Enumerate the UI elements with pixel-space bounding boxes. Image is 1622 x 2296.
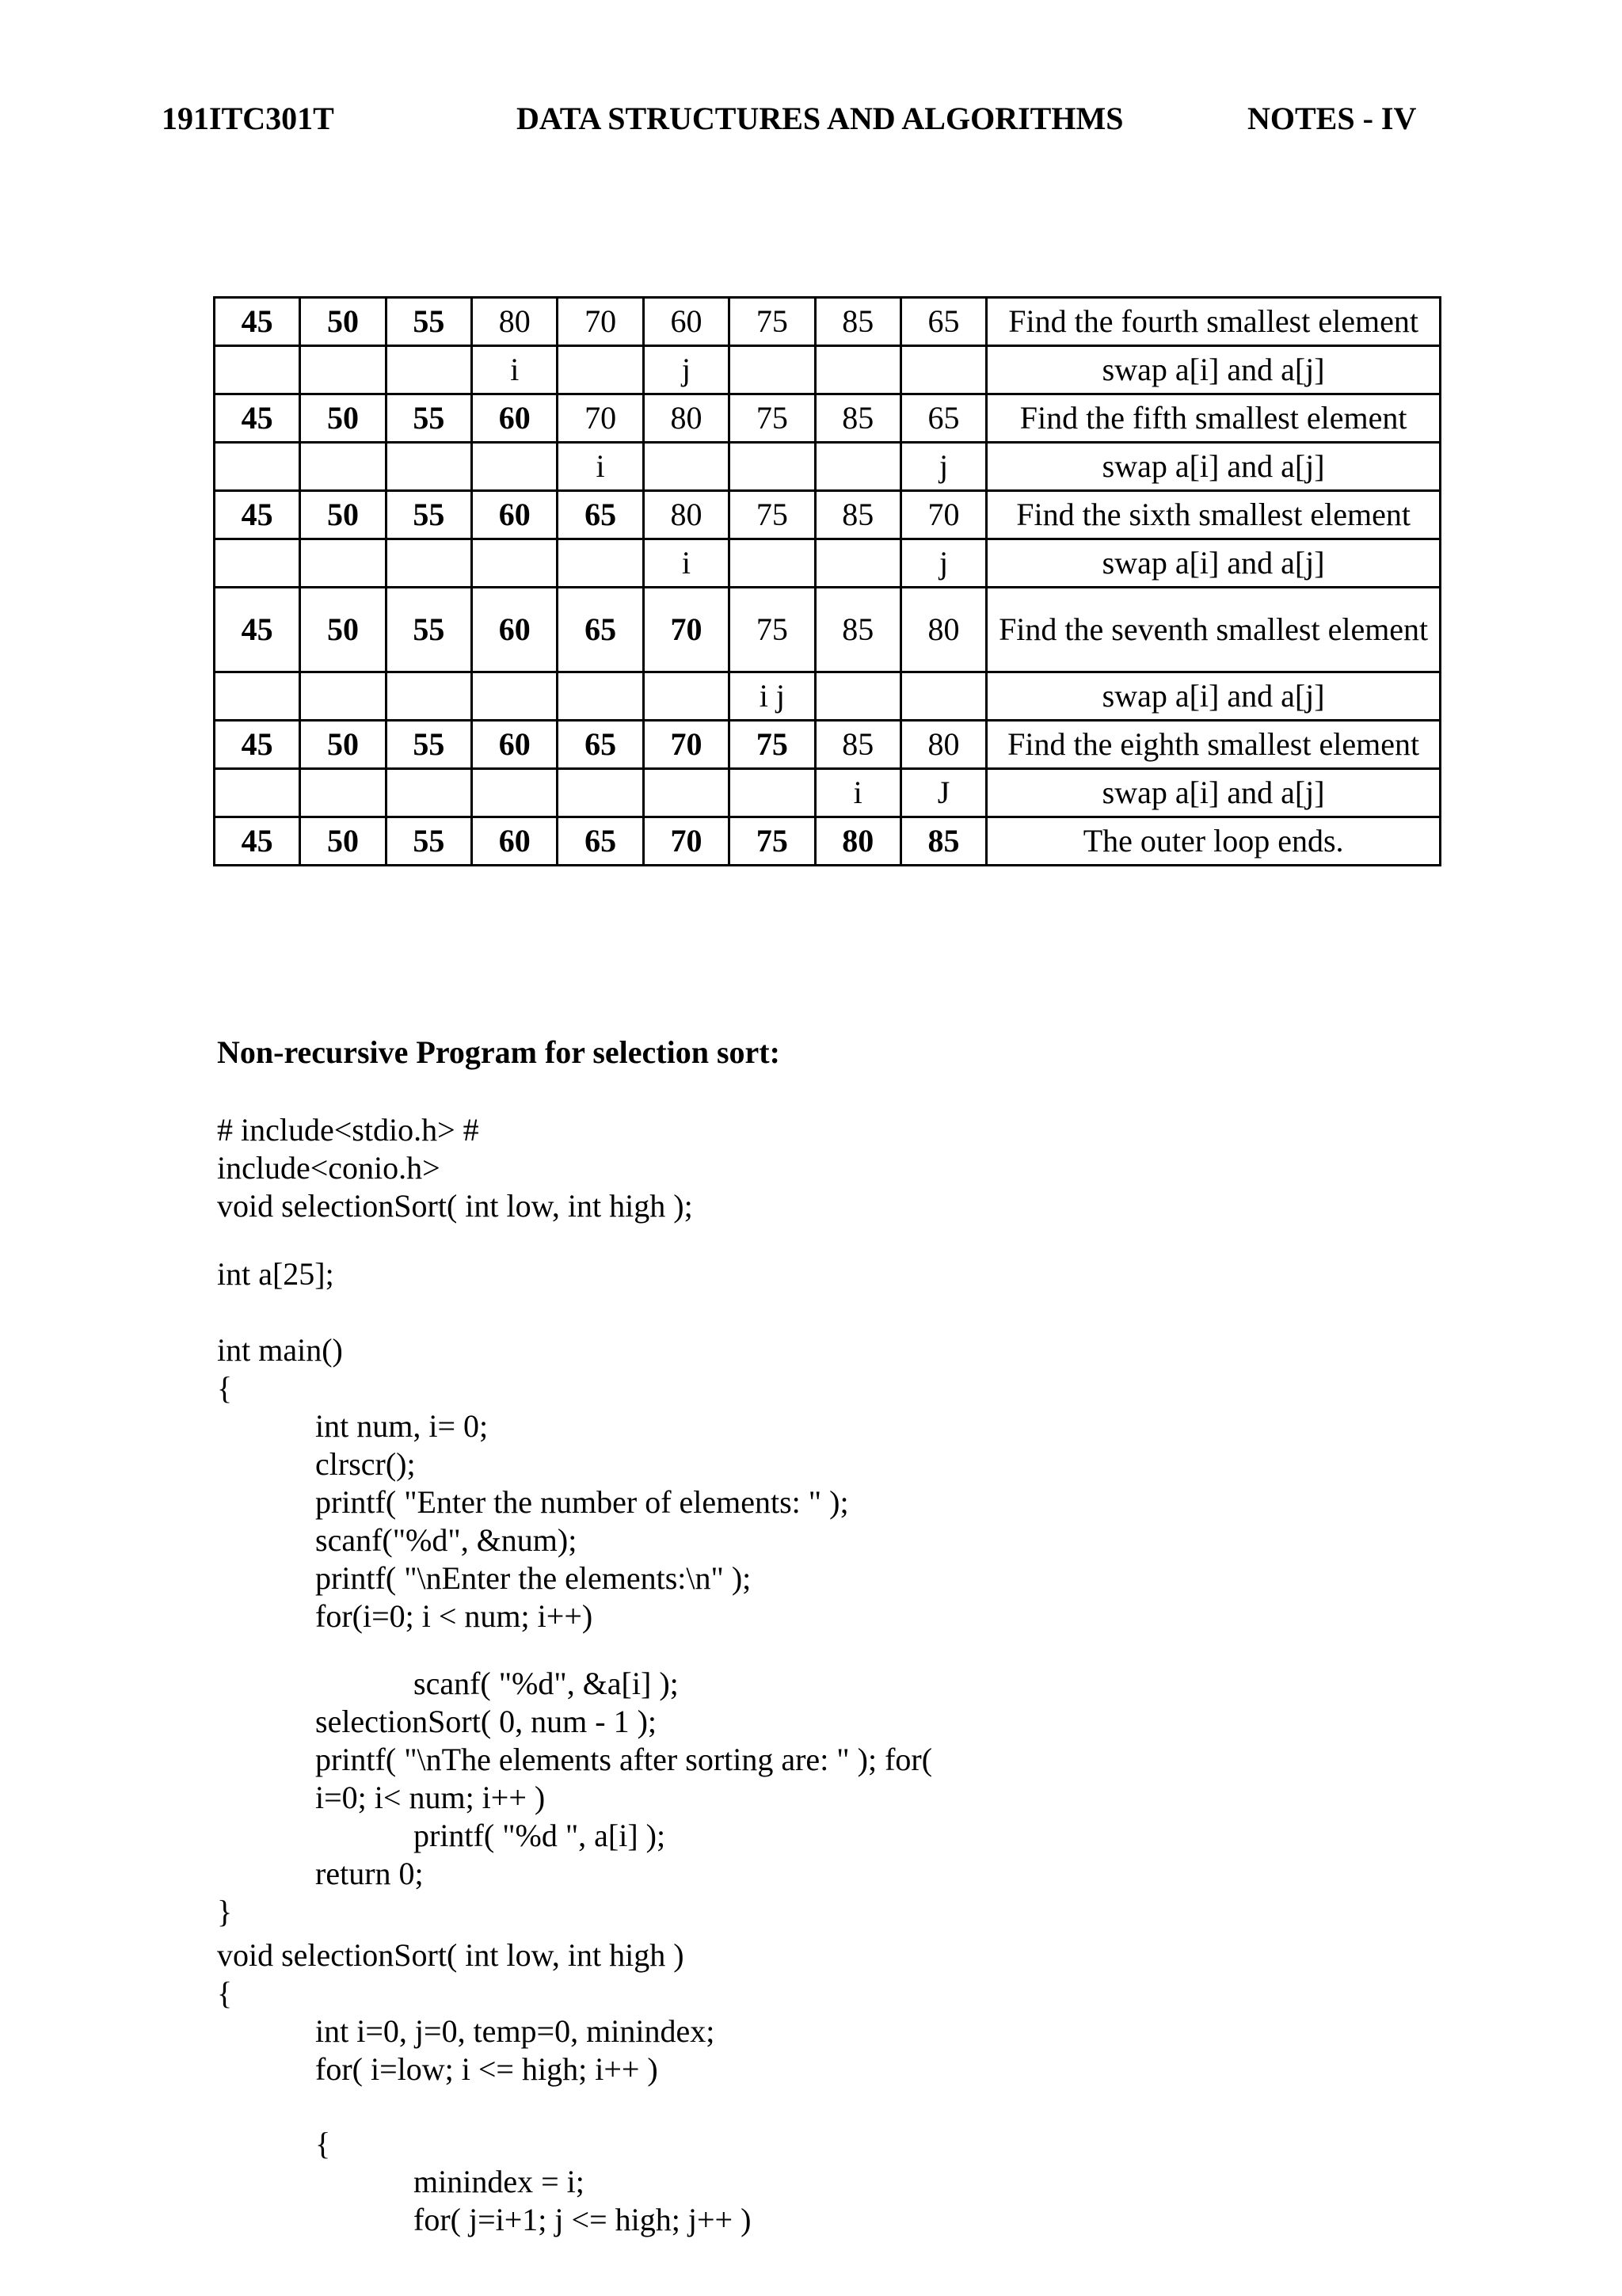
- table-cell: [729, 769, 815, 817]
- table-cell: 80: [472, 298, 558, 346]
- code-block: [217, 1665, 932, 1931]
- code-line: void selectionSort( int low, int high ): [217, 1937, 684, 1973]
- table-cell: [815, 346, 900, 394]
- code-line: # include<stdio.h> #: [217, 1112, 479, 1148]
- table-cell: 70: [643, 588, 729, 672]
- table-cell: 80: [900, 588, 986, 672]
- table-cell: 75: [729, 721, 815, 769]
- code-line: int i=0, j=0, temp=0, minindex;: [315, 2013, 715, 2049]
- code-line: int num, i= 0;: [315, 1408, 489, 1444]
- code-line: int main(): [217, 1332, 343, 1368]
- table-cell: 45: [215, 394, 300, 443]
- code-block: [217, 1936, 714, 2088]
- code-line: for( i=low; i <= high; i++ ): [315, 2051, 658, 2087]
- table-cell: 65: [558, 721, 643, 769]
- code-line: printf( "\nThe elements after sorting are: " ); for(: [315, 1742, 933, 1777]
- step-description: The outer loop ends.: [987, 817, 1441, 866]
- code-block: [217, 1255, 334, 1293]
- code-line: {: [217, 1370, 233, 1406]
- table-cell: 55: [386, 491, 471, 539]
- table-cell: [472, 769, 558, 817]
- code-line: scanf( "%d", &a[i] );: [413, 1666, 679, 1701]
- code-line: minindex = i;: [413, 2164, 584, 2199]
- code-line: for( j=i+1; j <= high; j++ ): [413, 2202, 752, 2237]
- table-cell: 65: [558, 817, 643, 866]
- table-cell: 75: [729, 298, 815, 346]
- table-cell: 85: [815, 298, 900, 346]
- table-row: [215, 769, 1441, 817]
- step-description: Find the sixth smallest element: [987, 491, 1441, 539]
- table-cell: 55: [386, 721, 471, 769]
- table-cell: 50: [300, 394, 386, 443]
- table-cell: 75: [729, 491, 815, 539]
- table-cell: [215, 769, 300, 817]
- table-cell: 80: [643, 491, 729, 539]
- table-cell: 60: [472, 394, 558, 443]
- table-cell: i: [815, 769, 900, 817]
- table-cell: [472, 539, 558, 588]
- table-cell: 55: [386, 817, 471, 866]
- table-cell: 85: [815, 491, 900, 539]
- table-row: [215, 672, 1441, 721]
- code-block: [217, 1331, 849, 1635]
- course-title: DATA STRUCTURES AND ALGORITHMS: [516, 101, 1124, 136]
- selection-sort-trace-table: [213, 296, 1441, 866]
- table-cell: 75: [729, 588, 815, 672]
- table-cell: [472, 672, 558, 721]
- table-cell: [300, 539, 386, 588]
- table-row: [215, 346, 1441, 394]
- table-cell: [558, 769, 643, 817]
- code-block: [217, 1111, 693, 1225]
- notes-label: NOTES - IV: [1247, 101, 1417, 136]
- table-row: [215, 298, 1441, 346]
- table-row: [215, 491, 1441, 539]
- table-cell: 70: [558, 394, 643, 443]
- code-line: printf( "%d ", a[i] );: [413, 1818, 666, 1853]
- table-row: [215, 721, 1441, 769]
- code-line: scanf("%d", &num);: [315, 1522, 577, 1558]
- table-cell: 50: [300, 817, 386, 866]
- table-cell: [815, 443, 900, 491]
- table-cell: 65: [558, 491, 643, 539]
- code-line: }: [217, 1894, 233, 1929]
- table-cell: [900, 672, 986, 721]
- table-cell: [215, 539, 300, 588]
- table-cell: j: [900, 539, 986, 588]
- table-cell: 70: [643, 817, 729, 866]
- table-cell: j: [643, 346, 729, 394]
- code-line: return 0;: [315, 1856, 424, 1891]
- step-description: swap a[i] and a[j]: [987, 769, 1441, 817]
- step-description: Find the fifth smallest element: [987, 394, 1441, 443]
- table-cell: 45: [215, 721, 300, 769]
- code-line: i=0; i< num; i++ ): [315, 1780, 546, 1815]
- table-cell: i: [472, 346, 558, 394]
- step-description: swap a[i] and a[j]: [987, 443, 1441, 491]
- step-description: swap a[i] and a[j]: [987, 539, 1441, 588]
- code-line: include<conio.h>: [217, 1150, 440, 1186]
- step-description: Find the seventh smallest element: [987, 588, 1441, 672]
- table-cell: 45: [215, 298, 300, 346]
- table-cell: [729, 443, 815, 491]
- table-cell: [643, 672, 729, 721]
- code-line: for(i=0; i < num; i++): [315, 1598, 593, 1634]
- code-line: {: [315, 2126, 331, 2161]
- table-cell: [643, 443, 729, 491]
- table-cell: [300, 443, 386, 491]
- table-cell: [815, 672, 900, 721]
- table-cell: 50: [300, 721, 386, 769]
- code-block: [217, 2125, 751, 2239]
- table-cell: i j: [729, 672, 815, 721]
- table-cell: J: [900, 769, 986, 817]
- table-cell: 60: [643, 298, 729, 346]
- table-cell: 75: [729, 394, 815, 443]
- code-line: void selectionSort( int low, int high );: [217, 1188, 693, 1224]
- table-cell: [300, 769, 386, 817]
- table-cell: [386, 346, 471, 394]
- table-cell: 75: [729, 817, 815, 866]
- table-cell: 85: [900, 817, 986, 866]
- code-line: {: [217, 1975, 233, 2011]
- table-cell: 60: [472, 721, 558, 769]
- table-cell: [386, 443, 471, 491]
- table-cell: [386, 769, 471, 817]
- table-cell: 50: [300, 588, 386, 672]
- table-cell: 70: [643, 721, 729, 769]
- table-cell: [215, 346, 300, 394]
- table-cell: 85: [815, 394, 900, 443]
- table-cell: [815, 539, 900, 588]
- table-cell: [900, 346, 986, 394]
- table-cell: 70: [558, 298, 643, 346]
- table-cell: [643, 769, 729, 817]
- table-cell: i: [558, 443, 643, 491]
- table-cell: 60: [472, 588, 558, 672]
- table-cell: j: [900, 443, 986, 491]
- table-cell: [558, 672, 643, 721]
- table-cell: 70: [900, 491, 986, 539]
- step-description: swap a[i] and a[j]: [987, 672, 1441, 721]
- table-cell: [472, 443, 558, 491]
- table-cell: [300, 672, 386, 721]
- code-line: selectionSort( 0, num - 1 );: [315, 1704, 657, 1739]
- program-title: Non-recursive Program for selection sort:: [217, 1034, 780, 1070]
- step-description: swap a[i] and a[j]: [987, 346, 1441, 394]
- table-cell: 80: [643, 394, 729, 443]
- table-cell: 85: [815, 721, 900, 769]
- table-row: [215, 394, 1441, 443]
- course-code: 191ITC301T: [162, 101, 334, 136]
- table-cell: [558, 539, 643, 588]
- table-cell: [558, 346, 643, 394]
- table-cell: 65: [900, 394, 986, 443]
- table-cell: 55: [386, 394, 471, 443]
- table-cell: 55: [386, 588, 471, 672]
- table-cell: 45: [215, 817, 300, 866]
- table-cell: [386, 539, 471, 588]
- table-cell: 45: [215, 491, 300, 539]
- table-cell: 60: [472, 817, 558, 866]
- table-row: [215, 817, 1441, 866]
- table-cell: 65: [900, 298, 986, 346]
- step-description: Find the eighth smallest element: [987, 721, 1441, 769]
- step-description: Find the fourth smallest element: [987, 298, 1441, 346]
- code-line: clrscr();: [315, 1446, 416, 1482]
- table-cell: [300, 346, 386, 394]
- table-cell: [729, 539, 815, 588]
- table-cell: [215, 443, 300, 491]
- table-cell: [729, 346, 815, 394]
- code-line: printf( "Enter the number of elements: " );: [315, 1484, 849, 1520]
- table-row: [215, 443, 1441, 491]
- table-cell: 80: [815, 817, 900, 866]
- table-row: [215, 539, 1441, 588]
- code-line: int a[25];: [217, 1256, 334, 1292]
- code-line: printf( "\nEnter the elements:\n" );: [315, 1560, 752, 1596]
- table-cell: i: [643, 539, 729, 588]
- table-cell: 45: [215, 588, 300, 672]
- table-cell: 80: [900, 721, 986, 769]
- table-cell: 85: [815, 588, 900, 672]
- table-cell: 55: [386, 298, 471, 346]
- table-cell: [386, 672, 471, 721]
- table-cell: 60: [472, 491, 558, 539]
- table-cell: 50: [300, 491, 386, 539]
- table-cell: 50: [300, 298, 386, 346]
- table-cell: 65: [558, 588, 643, 672]
- table-cell: [215, 672, 300, 721]
- table-row: [215, 588, 1441, 672]
